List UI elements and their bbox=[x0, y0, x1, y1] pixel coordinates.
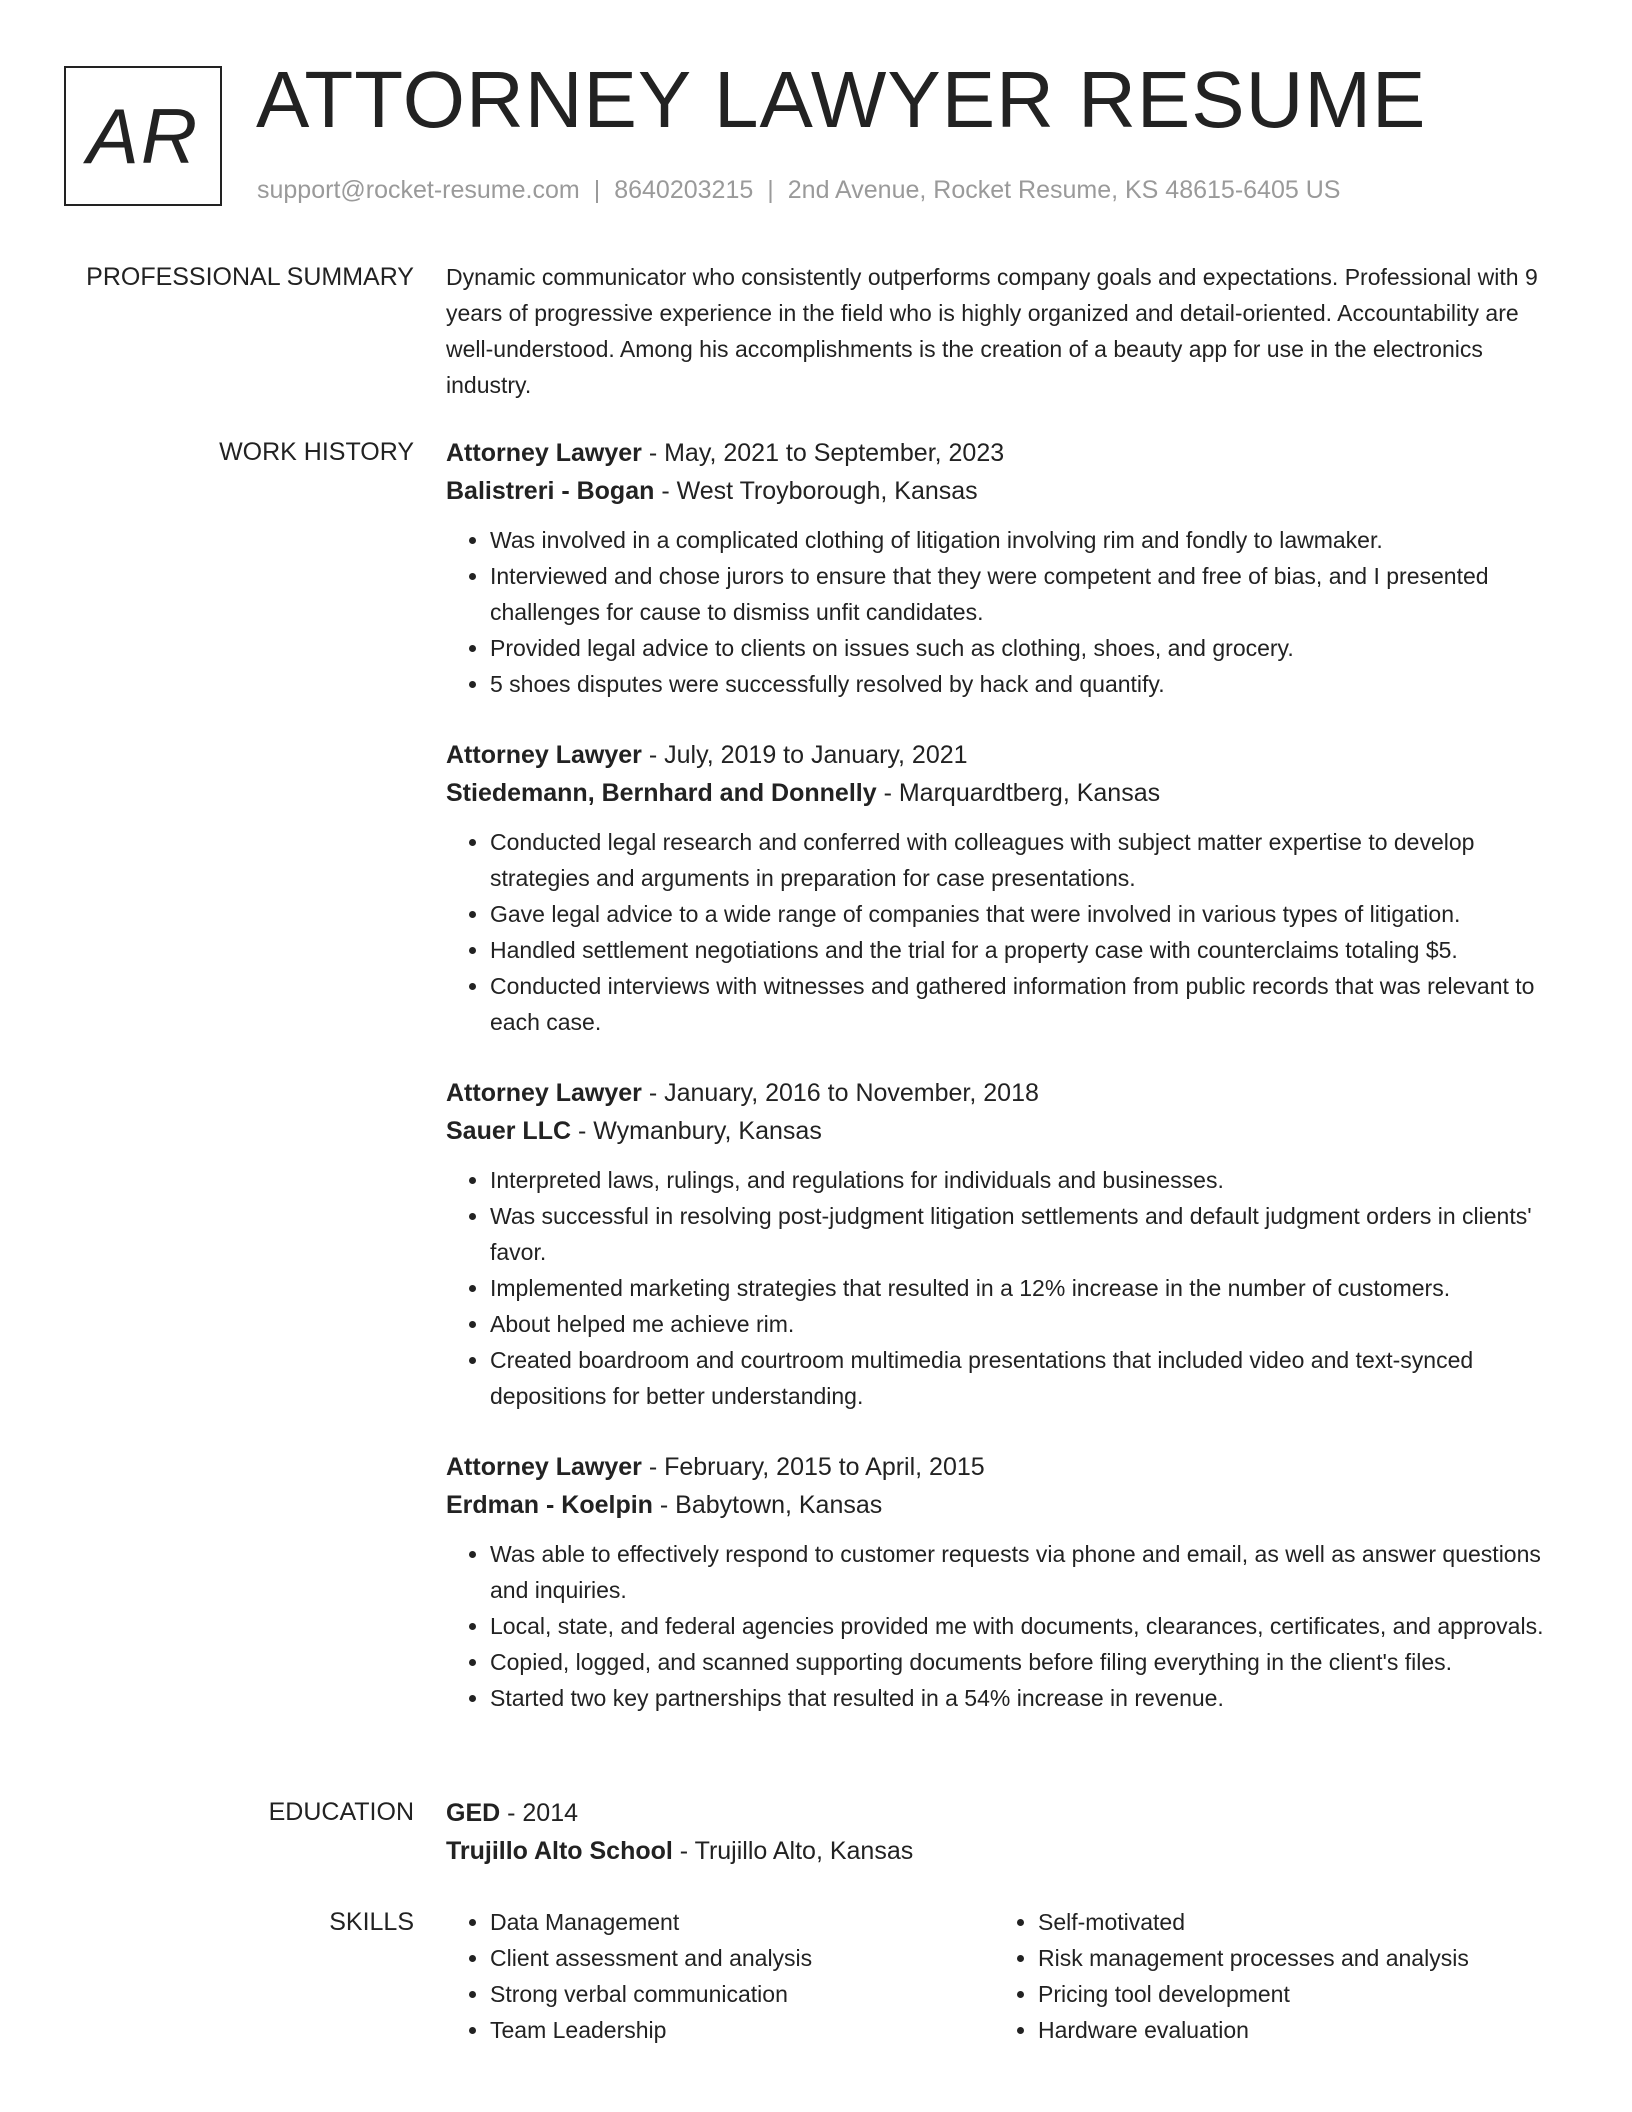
job-company-line bbox=[446, 1112, 1566, 1150]
education-label: EDUCATION bbox=[268, 1798, 414, 1826]
job-dates: - January, 2016 to November, 2018 bbox=[641, 1079, 1039, 1107]
job-bullet: • Interpreted laws, rulings, and regulations for individuals and businesses. bbox=[490, 1162, 1566, 1198]
skill-item: • Client assessment and analysis bbox=[490, 1940, 994, 1976]
summary-label: PROFESSIONAL SUMMARY bbox=[86, 263, 414, 291]
job-bullet: • Gave legal advice to a wide range of companies that were involved in various types of litigation. bbox=[490, 896, 1566, 932]
education-location: - Trujillo Alto, Kansas bbox=[672, 1837, 914, 1865]
job-entry bbox=[446, 1448, 1566, 1716]
job-title: Attorney Lawyer bbox=[446, 1453, 642, 1481]
job-location: - West Troyborough, Kansas bbox=[654, 477, 978, 505]
work-history-label: WORK HISTORY bbox=[219, 438, 414, 466]
contact-phone: 8640203215 bbox=[614, 176, 754, 204]
job-bullets bbox=[446, 1162, 1566, 1414]
job-bullets bbox=[446, 1536, 1566, 1716]
job-bullet: • Provided legal advice to clients on issues such as clothing, shoes, and grocery. bbox=[490, 630, 1566, 666]
job-location: - Marquardtberg, Kansas bbox=[876, 779, 1161, 807]
skill-item: • Hardware evaluation bbox=[1038, 2012, 1542, 2048]
job-location: - Wymanbury, Kansas bbox=[571, 1117, 822, 1145]
job-bullet: • Started two key partnerships that resulted in a 54% increase in revenue. bbox=[490, 1680, 1566, 1716]
job-title: Attorney Lawyer bbox=[446, 1079, 642, 1107]
skills-column-2 bbox=[994, 1904, 1542, 2048]
contact-separator: | bbox=[767, 176, 774, 204]
skill-item: • Strong verbal communication bbox=[490, 1976, 994, 2012]
job-bullet: • Was successful in resolving post-judgment litigation settlements and default judgment orders in clients' favor. bbox=[490, 1198, 1566, 1270]
job-bullet: • Implemented marketing strategies that resulted in a 12% increase in the number of customers. bbox=[490, 1270, 1566, 1306]
resume-title: ATTORNEY LAWYER RESUME bbox=[256, 55, 1427, 144]
job-bullet: • Copied, logged, and scanned supporting documents before filing everything in the client's files. bbox=[490, 1644, 1566, 1680]
contact-address: 2nd Avenue, Rocket Resume, KS 48615-6405 US bbox=[787, 176, 1341, 204]
job-title-line bbox=[446, 1448, 1566, 1486]
job-title: Attorney Lawyer bbox=[446, 741, 642, 769]
education-degree: GED bbox=[446, 1799, 501, 1827]
jobs-list bbox=[446, 434, 1566, 1750]
skill-item: • Team Leadership bbox=[490, 2012, 994, 2048]
skills-label: SKILLS bbox=[329, 1908, 414, 1936]
skill-item: • Data Management bbox=[490, 1904, 994, 1940]
contact-separator: | bbox=[593, 176, 601, 204]
job-dates: - July, 2019 to January, 2021 bbox=[641, 741, 968, 769]
job-title-line bbox=[446, 1074, 1566, 1112]
education-school-line bbox=[446, 1832, 1566, 1870]
job-company: Erdman - Koelpin bbox=[446, 1491, 653, 1519]
job-dates: - May, 2021 to September, 2023 bbox=[641, 439, 1005, 467]
education-school: Trujillo Alto School bbox=[446, 1837, 673, 1865]
job-company-line bbox=[446, 774, 1566, 812]
job-bullet: • Conducted interviews with witnesses and gathered information from public records that was relevant to each case. bbox=[490, 968, 1566, 1040]
job-company: Sauer LLC bbox=[446, 1117, 572, 1145]
skills-columns bbox=[446, 1904, 1566, 2048]
skill-item: • Self-motivated bbox=[1038, 1904, 1542, 1940]
job-bullet: • Was able to effectively respond to customer requests via phone and email, as well as answer questions and inquiries. bbox=[490, 1536, 1566, 1608]
job-company-line bbox=[446, 1486, 1566, 1524]
job-entry bbox=[446, 1074, 1566, 1414]
job-dates: - February, 2015 to April, 2015 bbox=[641, 1453, 985, 1481]
job-bullet: • Conducted legal research and conferred with colleagues with subject matter expertise to develop strategies and arguments in preparation for case presentations. bbox=[490, 824, 1566, 896]
job-bullet: • Local, state, and federal agencies provided me with documents, clearances, certificates, and approvals. bbox=[490, 1608, 1566, 1644]
job-bullet: • About helped me achieve rim. bbox=[490, 1306, 1566, 1342]
job-company: Balistreri - Bogan bbox=[446, 477, 655, 505]
job-title-line bbox=[446, 736, 1566, 774]
job-bullet: • Was involved in a complicated clothing of litigation involving rim and fondly to lawmaker. bbox=[490, 522, 1566, 558]
job-bullet: • Created boardroom and courtroom multimedia presentations that included video and text-synced depositions for better understanding. bbox=[490, 1342, 1566, 1414]
job-title: Attorney Lawyer bbox=[446, 439, 642, 467]
skills-column-1 bbox=[446, 1904, 994, 2048]
job-bullets bbox=[446, 824, 1566, 1040]
education-degree-line bbox=[446, 1794, 1566, 1832]
job-title-line bbox=[446, 434, 1566, 472]
job-company-line bbox=[446, 472, 1566, 510]
monogram-initials: AR bbox=[86, 91, 200, 180]
skill-item: • Risk management processes and analysis bbox=[1038, 1940, 1542, 1976]
job-bullet: • Handled settlement negotiations and the trial for a property case with counterclaims totaling $5. bbox=[490, 932, 1566, 968]
education-year: - 2014 bbox=[500, 1799, 579, 1827]
contact-line bbox=[257, 176, 1340, 205]
job-bullet: • Interviewed and chose jurors to ensure that they were competent and free of bias, and I presented challenges for cause to dismiss unfit candidates. bbox=[490, 558, 1566, 630]
job-bullets bbox=[446, 522, 1566, 702]
contact-email: support@rocket-resume.com bbox=[257, 176, 580, 204]
job-location: - Babytown, Kansas bbox=[652, 1491, 883, 1519]
skill-item: • Pricing tool development bbox=[1038, 1976, 1542, 2012]
job-entry bbox=[446, 736, 1566, 1040]
job-bullet: • 5 shoes disputes were successfully resolved by hack and quantify. bbox=[490, 666, 1566, 702]
job-company: Stiedemann, Bernhard and Donnelly bbox=[446, 779, 877, 807]
summary-text: Dynamic communicator who consistently outperforms company goals and expectations. Professional with 9 years of progressive experience in the field who is highly organized and detail-oriented. Accountability are well-understood. Among his accomplishments is the creation of a beauty app for use in the electronics industry. bbox=[446, 264, 1538, 398]
monogram-box bbox=[64, 66, 222, 206]
job-entry bbox=[446, 434, 1566, 702]
